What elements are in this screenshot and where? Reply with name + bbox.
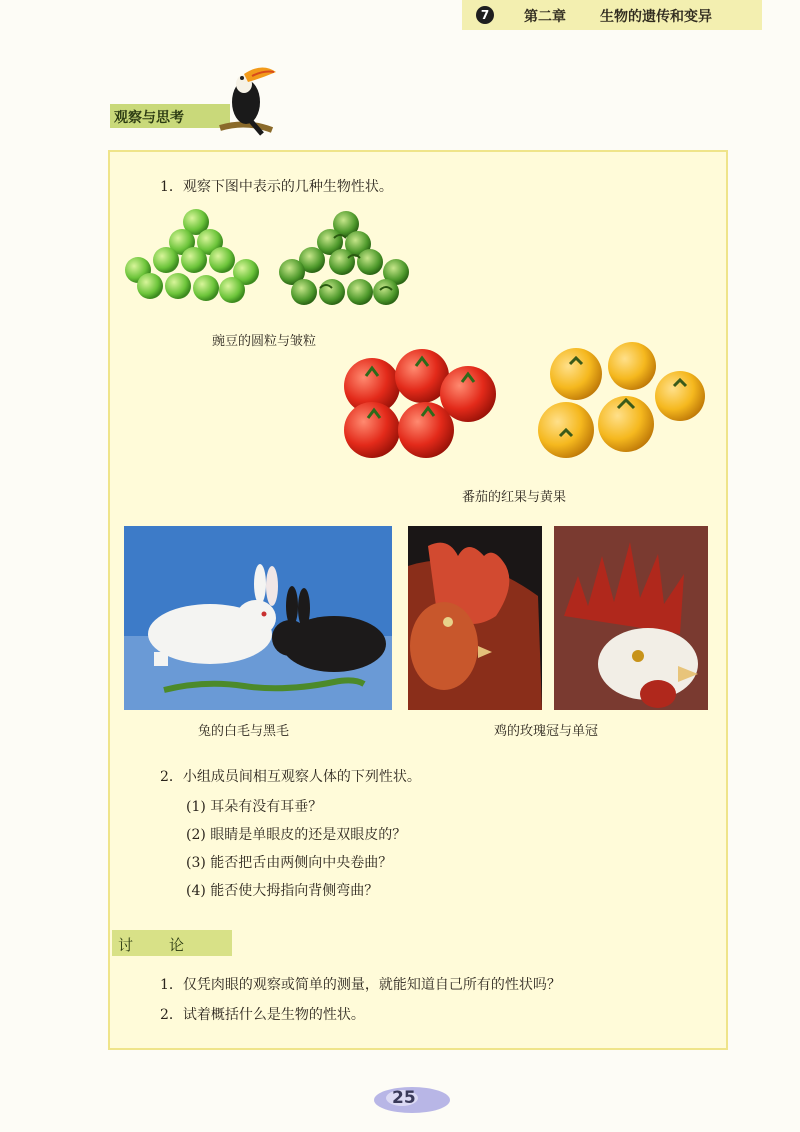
question-2-item: (1) 耳朵有没有耳垂？ (186, 799, 323, 815)
discussion-item: 1．仅凭肉眼的观察或简单的测量，就能知道自己所有的性状吗？ (160, 977, 561, 993)
chapter-header (462, 0, 762, 30)
rose-comb-chicken-image (408, 526, 542, 710)
discussion-title: 讨论 (118, 936, 221, 954)
chapter-number-badge: 7 (476, 6, 494, 24)
discussion-item: 2．试着概括什么是生物的性状。 (160, 1007, 365, 1023)
question-2-item: (4) 能否使大拇指向背侧弯曲？ (186, 883, 379, 899)
question-1: 1．观察下图中表示的几种生物性状。 (160, 179, 393, 195)
peas-caption: 豌豆的圆粒与皱粒 (212, 334, 317, 349)
question-2-item: (3) 能否把舌由两侧向中央卷曲？ (186, 855, 393, 871)
section-title: 观察与思考 (114, 110, 184, 126)
chapter-label: 第二章 (524, 9, 566, 25)
toucan-icon (206, 58, 278, 136)
rabbits-image (124, 526, 392, 710)
peas-image (120, 208, 430, 318)
tomatoes-caption: 番茄的红果与黄果 (462, 490, 567, 505)
single-comb-chicken-image (554, 526, 708, 710)
page-number-text: 25 (392, 1088, 416, 1108)
question-2-item: (2) 眼睛是单眼皮的还是双眼皮的？ (186, 827, 407, 843)
chapter-subject: 生物的遗传和变异 (600, 9, 712, 25)
page-number (372, 1082, 454, 1116)
rabbits-caption: 兔的白毛与黑毛 (198, 724, 290, 739)
tomatoes-image (336, 342, 706, 462)
question-2: 2．小组成员间相互观察人体的下列性状。 (160, 769, 421, 785)
chickens-caption: 鸡的玫瑰冠与单冠 (494, 724, 599, 739)
discussion-tag (112, 930, 232, 956)
